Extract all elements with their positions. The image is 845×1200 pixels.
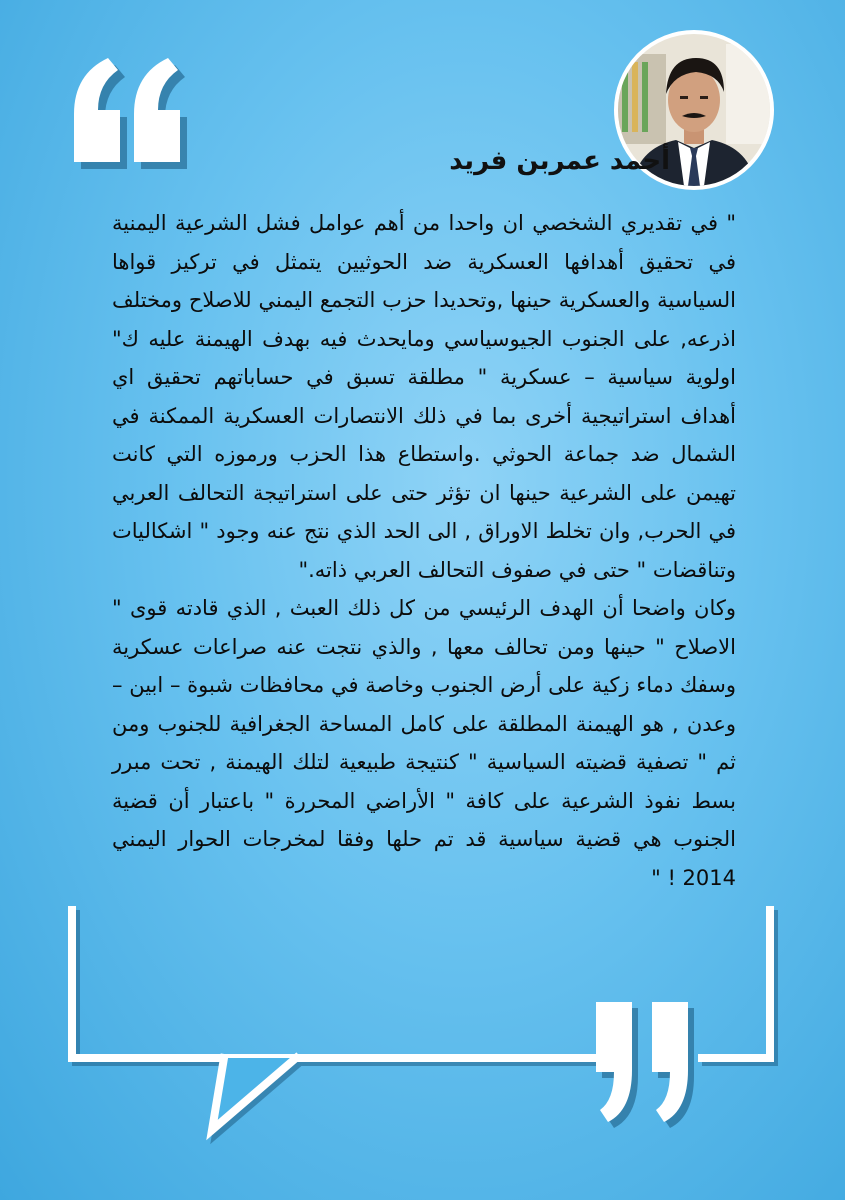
- quote-body: [112, 204, 736, 897]
- author-name: أحمد عمربن فريد: [449, 146, 670, 176]
- opening-quote-mark-icon: [62, 40, 202, 180]
- quote-paragraph: " في تقديري الشخصي ان واحدا من أهم عوامل فشل الشرعية اليمنية في تحقيق أهدافها العسكرية ضد الحوثيين يتمثل في تركيز قواها السياسية والعسكرية حينها ,وتحديدا حزب التجمع اليمني للاصلاح ومختلف اذرعه, على الجنوب الجيوسياسي ومايحدث فيه بهدف الهيمنة عليه ك" اولوية سياسية – عسكرية " مطلقة تسبق في حساباتهم تحقيق اي أهداف استراتيجية أخرى بما في ذلك الانتصارات العسكرية الممكنة في الشمال ضد جماعة الحوثي .واستطاع هذا الحزب ورموزه التي كانت تهيمن على الشرعية حينها ان تؤثر حتى على استراتيجة التحالف العربي في الحرب, وان تخلط الاوراق , الى الحد الذي نتج عنه وجود " اشكاليات وتناقضات " حتى في صفوف التحالف العربي ذاته.": [112, 211, 736, 582]
- quote-paragraph: وكان واضحا أن الهدف الرئيسي من كل ذلك العبث , الذي قادته قوى " الاصلاح " حينها ومن تحالف معها , والذي نتجت عنه صراعات عسكرية وسفك دماء زكية على أرض الجنوب وخاصة في محافظات شبوة – ابين – وعدن , هو الهيمنة المطلقة على كامل المساحة الجغرافية للجنوب ومن ثم " تصفية قضيته السياسية " كنتيجة طبيعية لتلك الهيمنة , تحت مبرر بسط نفوذ الشرعية على كافة " الأراضي المحررة " باعتبار أن قضية الجنوب هي قضية سياسية قد تم حلها وفقا لمخرجات الحوار اليمني 2014 ! ": [112, 596, 736, 890]
